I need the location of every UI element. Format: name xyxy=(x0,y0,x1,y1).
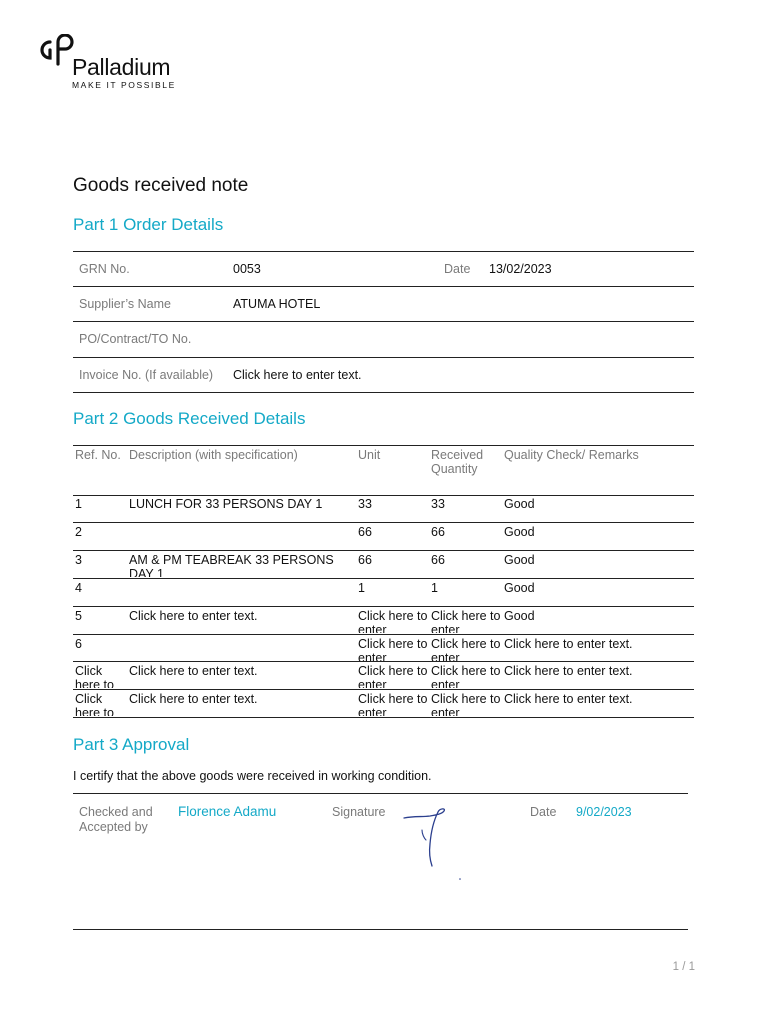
divider xyxy=(73,793,688,794)
signature-image xyxy=(400,802,466,882)
divider xyxy=(73,286,694,287)
part2-heading: Part 2 Goods Received Details xyxy=(73,409,306,428)
brand-name: Palladium xyxy=(72,54,171,80)
row3-description[interactable]: AM & PM TEABREAK 33 PERSONS DAY 1 xyxy=(129,553,334,577)
row1-quantity[interactable]: 33 xyxy=(431,497,445,511)
palladium-logo-icon xyxy=(36,34,76,70)
row4-ref: 4 xyxy=(75,581,82,595)
row7-remarks[interactable]: Click here to enter text. xyxy=(504,664,633,678)
signature-label: Signature xyxy=(332,805,386,819)
row2-remarks[interactable]: Good xyxy=(504,525,535,539)
checked-by-value[interactable]: Florence Adamu xyxy=(178,805,277,819)
col-header-unit: Unit xyxy=(358,448,381,462)
certification-statement: I certify that the above goods were received in working condition. xyxy=(73,769,432,783)
page-number: 1 / 1 xyxy=(672,961,695,973)
row6-unit[interactable]: Click here to enter xyxy=(358,637,428,661)
grn-label: GRN No. xyxy=(79,262,130,276)
row4-unit[interactable]: 1 xyxy=(358,581,365,595)
row5-quantity[interactable]: Click here to enter xyxy=(431,609,501,633)
divider xyxy=(73,578,694,579)
col-header-quantity: Received Quantity xyxy=(431,448,484,476)
row7-description[interactable]: Click here to enter text. xyxy=(129,664,258,678)
row8-quantity[interactable]: Click here to enter xyxy=(431,692,501,716)
row8-remarks[interactable]: Click here to enter text. xyxy=(504,692,633,706)
row8-unit[interactable]: Click here to enter xyxy=(358,692,428,716)
divider xyxy=(73,550,694,551)
row2-quantity[interactable]: 66 xyxy=(431,525,445,539)
divider xyxy=(73,321,694,322)
row4-quantity[interactable]: 1 xyxy=(431,581,438,595)
row4-remarks[interactable]: Good xyxy=(504,581,535,595)
row3-unit[interactable]: 66 xyxy=(358,553,372,567)
part3-heading: Part 3 Approval xyxy=(73,735,190,754)
row3-remarks[interactable]: Good xyxy=(504,553,535,567)
col-header-remarks: Quality Check/ Remarks xyxy=(504,448,639,462)
row1-unit[interactable]: 33 xyxy=(358,497,372,511)
row7-quantity[interactable]: Click here to enter xyxy=(431,664,501,688)
divider xyxy=(73,392,694,393)
row1-ref: 1 xyxy=(75,497,82,511)
invoice-label: Invoice No. (If available) xyxy=(79,368,214,382)
po-label: PO/Contract/TO No. xyxy=(79,332,192,346)
row7-ref[interactable]: Click here to xyxy=(75,664,114,688)
row8-description[interactable]: Click here to enter text. xyxy=(129,692,258,706)
row6-quantity[interactable]: Click here to enter xyxy=(431,637,501,661)
date-label: Date xyxy=(444,262,471,276)
divider xyxy=(73,661,694,662)
row6-remarks[interactable]: Click here to enter text. xyxy=(504,637,633,651)
supplier-value[interactable]: ATUMA HOTEL xyxy=(233,297,321,311)
row5-unit[interactable]: Click here to enter xyxy=(358,609,428,633)
divider xyxy=(73,717,694,718)
divider xyxy=(73,445,694,446)
row6-description[interactable] xyxy=(129,637,354,661)
approval-date-value[interactable]: 9/02/2023 xyxy=(576,805,632,819)
row2-unit[interactable]: 66 xyxy=(358,525,372,539)
divider xyxy=(73,495,694,496)
divider xyxy=(73,689,694,690)
supplier-label: Supplier’s Name xyxy=(79,297,171,311)
row4-description[interactable] xyxy=(129,581,354,599)
divider xyxy=(73,929,688,930)
divider xyxy=(73,251,694,252)
part1-heading: Part 1 Order Details xyxy=(73,215,224,234)
col-header-ref: Ref. No. xyxy=(75,448,121,462)
brand-tagline: MAKE IT POSSIBLE xyxy=(72,80,176,90)
divider xyxy=(73,357,694,358)
checked-by-label: Checked and Accepted by xyxy=(79,805,153,834)
row2-ref: 2 xyxy=(75,525,82,539)
row7-unit[interactable]: Click here to enter xyxy=(358,664,428,688)
grn-value[interactable]: 0053 xyxy=(233,262,261,276)
row3-ref: 3 xyxy=(75,553,82,567)
invoice-value[interactable]: Click here to enter text. xyxy=(233,368,362,382)
divider xyxy=(73,522,694,523)
row1-description[interactable]: LUNCH FOR 33 PERSONS DAY 1 xyxy=(129,497,323,511)
document-title: Goods received note xyxy=(73,175,249,196)
divider xyxy=(73,606,694,607)
row3-quantity[interactable]: 66 xyxy=(431,553,445,567)
divider xyxy=(73,634,694,635)
row5-ref: 5 xyxy=(75,609,82,623)
row1-remarks[interactable]: Good xyxy=(504,497,535,511)
row2-description[interactable] xyxy=(129,525,354,543)
row5-description[interactable]: Click here to enter text. xyxy=(129,609,258,623)
col-header-description: Description (with specification) xyxy=(129,448,298,462)
date-value[interactable]: 13/02/2023 xyxy=(489,262,552,276)
row5-remarks[interactable]: Good xyxy=(504,609,535,623)
row6-ref: 6 xyxy=(75,637,82,651)
approval-date-label: Date xyxy=(530,805,557,819)
row8-ref[interactable]: Click here to xyxy=(75,692,114,716)
